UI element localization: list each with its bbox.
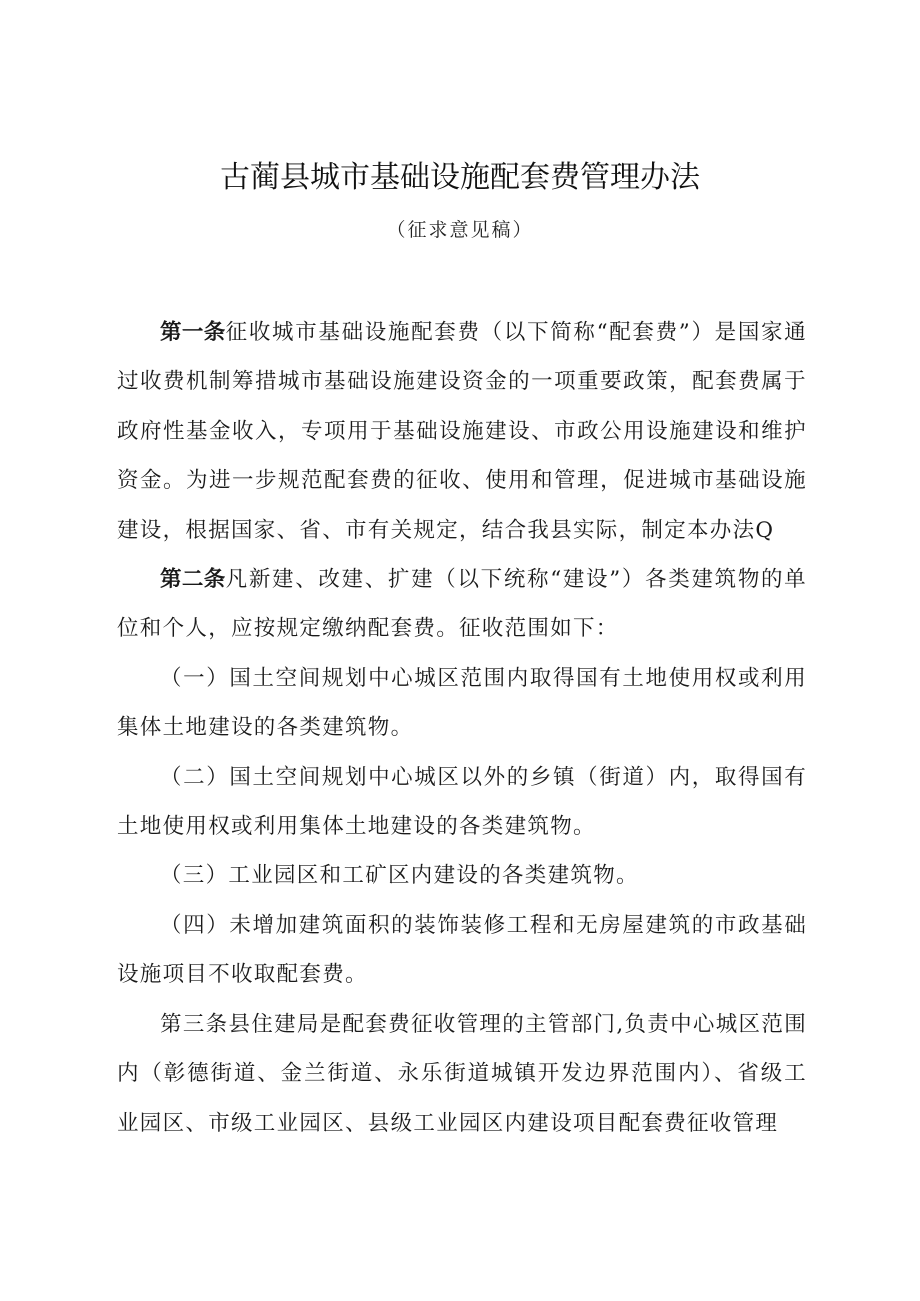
article-1-paragraph — [117, 308, 807, 555]
document-subtitle: （征求意见稿） — [386, 219, 534, 241]
document-title: 古蔺县城市基础设施配套费管理办法 — [220, 160, 700, 195]
article-3-paragraph: 第三条县住建局是配套费征收管理的主管部门,负责中心城区范围内（彰德街道、金兰街道、永乐街道城镇开发边界范围内）、省级工业园区、市级工业园区、县级工业园区内建设项目配套费征收管理 — [117, 1011, 807, 1136]
article-2-text: 凡新建、改建、扩建（以下统称“建设”）各类建筑物的单位和个人，应按规定缴纳配套费。征收范围如下： — [117, 567, 807, 642]
document-body — [117, 308, 807, 1148]
article-2-label: 第二条 — [160, 567, 226, 593]
scope-item-4: （四）未增加建筑面积的装饰装修工程和无房屋建筑的市政基础设施项目不收取配套费。 — [117, 912, 807, 988]
article-2-paragraph — [117, 555, 807, 654]
scope-item-3: （三）工业园区和工矿区内建设的各类建筑物。 — [160, 863, 639, 889]
scope-item-1: （一）国土空间规划中心城区范围内取得国有土地使用权或利用集体土地建设的各类建筑物。 — [117, 665, 807, 741]
article-1-text: 征收城市基础设施配套费（以下简称“配套费”）是国家通过收费机制筹措城市基础设施建设资金的一项重要政策，配套费属于政府性基金收入，专项用于基础设施建设、市政公用设施建设和维护资金。为进一步规范配套费的征收、使用和管理，促进城市基础设施建设，根据国家、省、市有关规定，结合我县实际，制定本办法Q — [117, 320, 807, 543]
article-1-label: 第一条 — [160, 320, 226, 345]
scope-item-2: （二）国土空间规划中心城区以外的乡镇（街道）内，取得国有土地使用权或利用集体土地建设的各类建筑物。 — [117, 764, 807, 840]
